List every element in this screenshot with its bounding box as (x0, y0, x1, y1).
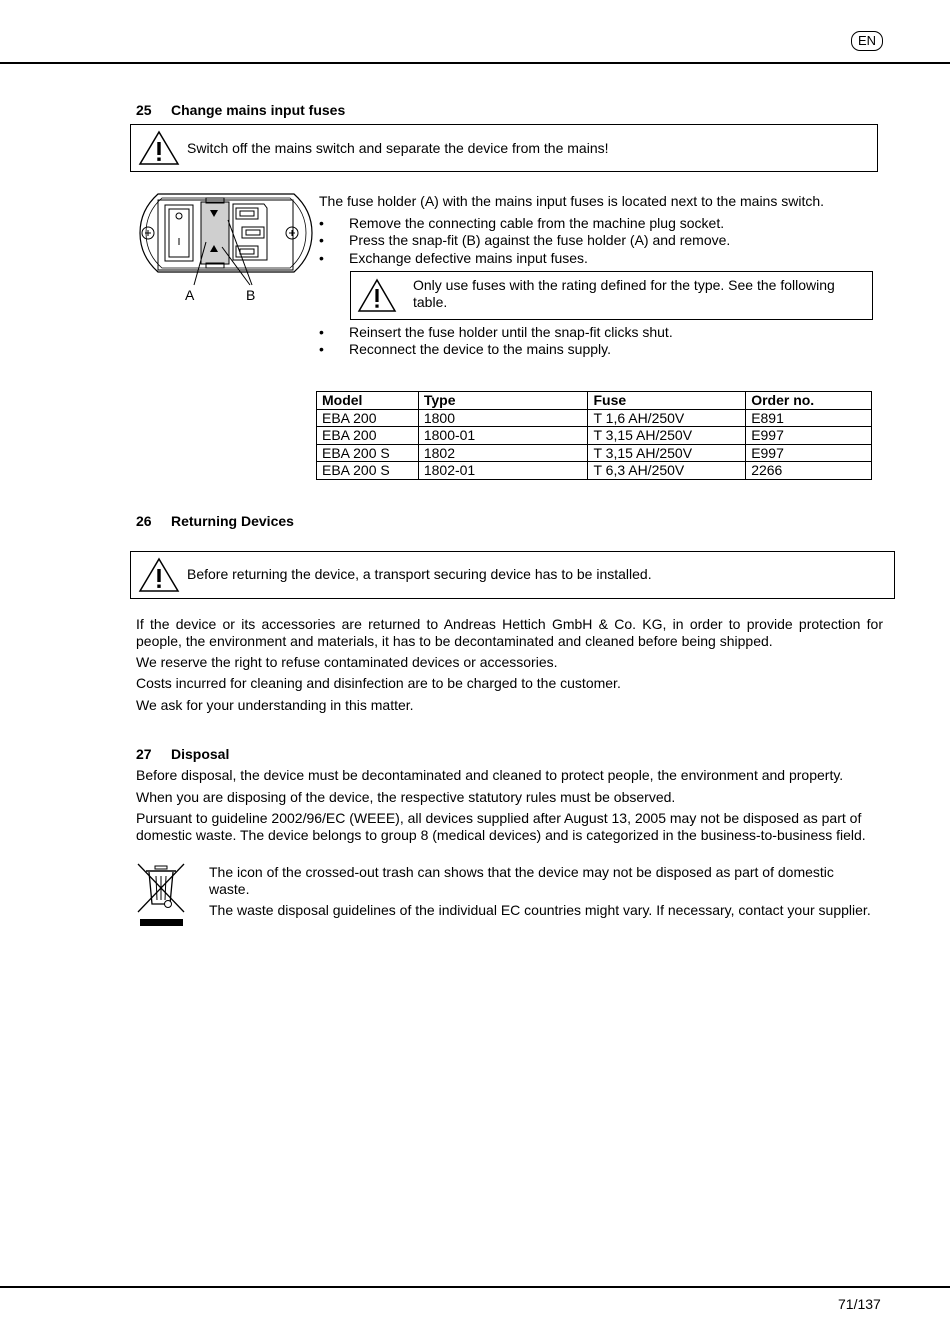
table-cell: E997 (746, 444, 872, 462)
table-cell: 1802-01 (418, 462, 588, 480)
section-number: 25 (136, 102, 152, 118)
list-item: • Reinsert the fuse holder until the snap-fit clicks shut. (319, 324, 879, 341)
instruction-list-1 (319, 215, 879, 267)
warning-box (130, 551, 895, 599)
table-cell: 1800 (418, 409, 588, 427)
table-cell: T 1,6 AH/250V (588, 409, 746, 427)
page-number: 71/137 (838, 1296, 881, 1312)
table-header-row (317, 392, 872, 410)
table-cell: T 3,15 AH/250V (588, 427, 746, 445)
footer-rule (0, 1286, 950, 1288)
table-cell: 1800-01 (418, 427, 588, 445)
column-header: Type (418, 392, 588, 410)
list-item: • Exchange defective mains input fuses. (319, 250, 879, 267)
table-row (317, 409, 872, 427)
column-header: Fuse (588, 392, 746, 410)
figure-label-a: A (185, 287, 195, 303)
table-cell: T 6,3 AH/250V (588, 462, 746, 480)
trash-icon-text-1: The icon of the crossed-out trash can shows that the device may not be disposed as part of domestic waste. (209, 864, 834, 897)
table-cell: EBA 200 (317, 427, 419, 445)
note-line-1: Only use fuses with the rating defined for the type. See the following (413, 277, 835, 293)
return-paragraph-4: We ask for your understanding in this matter. (136, 697, 414, 713)
warning-box (130, 124, 878, 172)
table-row (317, 444, 872, 462)
list-item: • Press the snap-fit (B) against the fuse holder (A) and remove. (319, 232, 879, 249)
fuse-rating-note (350, 271, 873, 320)
section-number: 26 (136, 513, 152, 529)
list-item: • Remove the connecting cable from the machine plug socket. (319, 215, 879, 232)
language-badge: EN (851, 31, 883, 51)
return-paragraph-1: If the device or its accessories are returned to Andreas Hettich GmbH & Co. KG, in order to provide protection for people, the environment and materials, it has to be decontaminated and cleaned before being shipped. (136, 616, 883, 649)
fuse-table (316, 391, 872, 480)
fuse-intro: The fuse holder (A) with the mains input fuses is located next to the mains switch. (319, 193, 825, 209)
table-cell: 1802 (418, 444, 588, 462)
warning-icon (138, 557, 180, 593)
table-cell: EBA 200 (317, 409, 419, 427)
section-number: 27 (136, 746, 152, 762)
table-row (317, 462, 872, 480)
column-header: Model (317, 392, 419, 410)
table-cell: T 3,15 AH/250V (588, 444, 746, 462)
return-paragraph-2: We reserve the right to refuse contaminated devices or accessories. (136, 654, 558, 670)
crossed-out-trash-icon (136, 862, 186, 930)
table-cell: EBA 200 S (317, 462, 419, 480)
table-cell: EBA 200 S (317, 444, 419, 462)
section-25-heading (136, 102, 345, 118)
warning-text: Switch off the mains switch and separate the device from the mains! (187, 140, 609, 156)
table-cell: E891 (746, 409, 872, 427)
note-line-2: table. (413, 294, 448, 310)
section-title: Disposal (171, 746, 230, 762)
return-paragraph-3: Costs incurred for cleaning and disinfection are to be charged to the customer. (136, 675, 621, 691)
warning-icon (138, 130, 180, 166)
trash-icon-text-2: The waste disposal guidelines of the individual EC countries might vary. If necessary, contact your supplier. (209, 902, 871, 918)
fuse-holder-figure (136, 190, 316, 305)
warning-text: Before returning the device, a transport securing device has to be installed. (187, 566, 652, 582)
section-26-heading (136, 513, 294, 529)
header-rule (0, 62, 950, 64)
instruction-list-2 (319, 324, 879, 359)
disposal-paragraph-1: Before disposal, the device must be decontaminated and cleaned to protect people, the environment and property. (136, 767, 844, 783)
list-item: • Reconnect the device to the mains supply. (319, 341, 879, 358)
section-title: Returning Devices (171, 513, 294, 529)
disposal-paragraph-2: When you are disposing of the device, the respective statutory rules must be observed. (136, 789, 676, 805)
disposal-paragraph-3: Pursuant to guideline 2002/96/EC (WEEE), all devices supplied after August 13, 2005 may not be disposed as part of domestic waste. The device belongs to group 8 (medical devices) and is categorized in the business-to-business field. (136, 810, 866, 843)
warning-icon (357, 278, 397, 313)
column-header: Order no. (746, 392, 872, 410)
figure-label-b: B (246, 287, 256, 303)
section-title: Change mains input fuses (171, 102, 346, 118)
section-27-heading (136, 746, 229, 762)
table-cell: E997 (746, 427, 872, 445)
table-cell: 2266 (746, 462, 872, 480)
table-row (317, 427, 872, 445)
